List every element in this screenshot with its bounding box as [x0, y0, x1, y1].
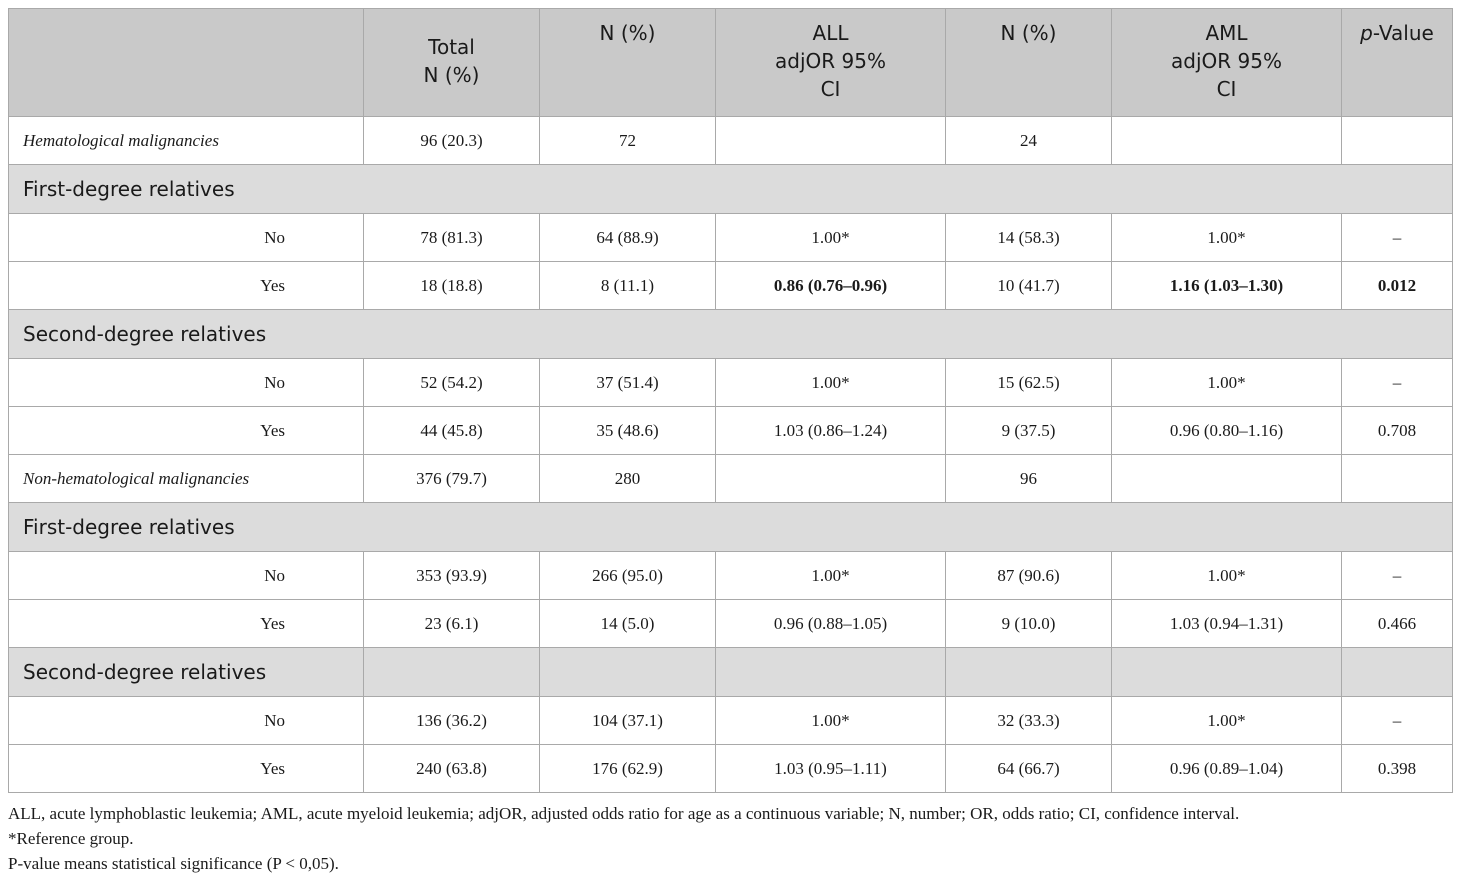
cell-aml: 1.03 (0.94–1.31) — [1112, 600, 1342, 648]
section-blank-cell — [364, 165, 540, 214]
cell-all — [716, 117, 946, 165]
cell-n1: 104 (37.1) — [540, 697, 716, 745]
section-blank-cell — [716, 648, 946, 697]
cell-total: 78 (81.3) — [364, 214, 540, 262]
footnote-abbreviations: ALL, acute lymphoblastic leukemia; AML, acute myeloid leukemia; adjOR, adjusted odds ratio for age as a continuous variable; N, number; OR, odds ratio; CI, confidence interval. — [8, 804, 1240, 823]
cell-aml — [1112, 455, 1342, 503]
footnote-reference: *Reference group. — [8, 829, 134, 848]
cell-n2: 10 (41.7) — [946, 262, 1112, 310]
section-blank-cell — [1112, 503, 1342, 552]
cell-n1: 14 (5.0) — [540, 600, 716, 648]
section-blank-cell — [946, 165, 1112, 214]
cell-total: 96 (20.3) — [364, 117, 540, 165]
section-row — [9, 310, 1453, 359]
row-label: No — [9, 359, 364, 407]
section-row — [9, 648, 1453, 697]
header-all-line2: adjOR 95% — [775, 49, 886, 73]
cell-p: – — [1342, 359, 1453, 407]
cell-p: – — [1342, 697, 1453, 745]
cell-aml: 1.00* — [1112, 214, 1342, 262]
cell-n2: 14 (58.3) — [946, 214, 1112, 262]
cell-aml — [1112, 117, 1342, 165]
row-label: No — [9, 552, 364, 600]
section-blank-cell — [946, 310, 1112, 359]
cell-p: – — [1342, 552, 1453, 600]
cell-n1: 176 (62.9) — [540, 745, 716, 793]
header-pvalue-suffix: -Value — [1372, 21, 1434, 45]
section-blank-cell — [540, 648, 716, 697]
cell-p — [1342, 455, 1453, 503]
footnote-pvalue: P-value means statistical significance (P < 0,05). — [8, 854, 339, 873]
table-row — [9, 214, 1453, 262]
section-blank-cell — [1112, 648, 1342, 697]
table-row — [9, 600, 1453, 648]
cell-all: 1.00* — [716, 214, 946, 262]
section-blank-cell — [1342, 648, 1453, 697]
cell-n2: 9 (37.5) — [946, 407, 1112, 455]
cell-n1: 64 (88.9) — [540, 214, 716, 262]
cell-n1: 35 (48.6) — [540, 407, 716, 455]
header-total-line1: Total — [428, 35, 475, 59]
table-row — [9, 552, 1453, 600]
cell-total: 353 (93.9) — [364, 552, 540, 600]
section-blank-cell — [1112, 165, 1342, 214]
section-blank-cell — [364, 648, 540, 697]
cell-aml: 1.16 (1.03–1.30) — [1112, 262, 1342, 310]
section-blank-cell — [716, 503, 946, 552]
header-aml-line3: CI — [1216, 77, 1237, 101]
cell-total: 18 (18.8) — [364, 262, 540, 310]
header-pvalue-p: p — [1360, 21, 1373, 45]
group-row — [9, 455, 1453, 503]
cell-p: 0.708 — [1342, 407, 1453, 455]
section-blank-cell — [1112, 310, 1342, 359]
cell-all — [716, 455, 946, 503]
section-label: Second-degree relatives — [9, 648, 364, 697]
section-blank-cell — [716, 310, 946, 359]
row-label: Yes — [9, 262, 364, 310]
group-label: Non-hematological malignancies — [9, 455, 364, 503]
cell-all: 0.86 (0.76–0.96) — [716, 262, 946, 310]
row-label: Yes — [9, 600, 364, 648]
cell-n2: 64 (66.7) — [946, 745, 1112, 793]
table-row — [9, 745, 1453, 793]
cell-n2: 32 (33.3) — [946, 697, 1112, 745]
cell-all: 1.00* — [716, 359, 946, 407]
row-label: Yes — [9, 745, 364, 793]
group-label: Hematological malignancies — [9, 117, 364, 165]
header-all-line1: ALL — [812, 21, 849, 45]
section-blank-cell — [364, 503, 540, 552]
cell-n1: 72 — [540, 117, 716, 165]
cell-aml: 1.00* — [1112, 697, 1342, 745]
header-total — [364, 9, 540, 117]
cell-n2: 96 — [946, 455, 1112, 503]
header-pvalue — [1342, 9, 1453, 117]
table-row — [9, 407, 1453, 455]
header-row — [9, 9, 1453, 117]
header-all — [716, 9, 946, 117]
cell-p: 0.398 — [1342, 745, 1453, 793]
group-row — [9, 117, 1453, 165]
section-blank-cell — [364, 310, 540, 359]
section-row — [9, 503, 1453, 552]
table-body — [9, 117, 1453, 793]
cell-n1: 37 (51.4) — [540, 359, 716, 407]
cell-n1: 266 (95.0) — [540, 552, 716, 600]
section-blank-cell — [716, 165, 946, 214]
cell-n1: 8 (11.1) — [540, 262, 716, 310]
header-aml-line1: AML — [1205, 21, 1248, 45]
section-blank-cell — [1342, 503, 1453, 552]
section-blank-cell — [540, 310, 716, 359]
section-blank-cell — [540, 503, 716, 552]
header-n-all: N (%) — [540, 9, 716, 117]
row-label: No — [9, 214, 364, 262]
cell-all: 1.03 (0.86–1.24) — [716, 407, 946, 455]
cell-p: 0.012 — [1342, 262, 1453, 310]
cell-total: 52 (54.2) — [364, 359, 540, 407]
section-blank-cell — [1342, 165, 1453, 214]
table-footnotes — [8, 801, 1452, 876]
cell-n2: 87 (90.6) — [946, 552, 1112, 600]
cell-aml: 1.00* — [1112, 552, 1342, 600]
section-blank-cell — [1342, 310, 1453, 359]
cell-all: 0.96 (0.88–1.05) — [716, 600, 946, 648]
cell-p: 0.466 — [1342, 600, 1453, 648]
section-blank-cell — [946, 503, 1112, 552]
section-blank-cell — [540, 165, 716, 214]
row-label: No — [9, 697, 364, 745]
cell-p — [1342, 117, 1453, 165]
cell-p: – — [1342, 214, 1453, 262]
header-aml — [1112, 9, 1342, 117]
row-label: Yes — [9, 407, 364, 455]
table-row — [9, 697, 1453, 745]
header-total-line2: N (%) — [423, 63, 480, 87]
section-row — [9, 165, 1453, 214]
cell-total: 23 (6.1) — [364, 600, 540, 648]
header-empty — [9, 9, 364, 117]
table-container — [8, 8, 1452, 876]
table-row — [9, 262, 1453, 310]
cell-all: 1.00* — [716, 697, 946, 745]
results-table — [8, 8, 1453, 793]
cell-aml: 0.96 (0.89–1.04) — [1112, 745, 1342, 793]
cell-total: 240 (63.8) — [364, 745, 540, 793]
header-aml-line2: adjOR 95% — [1171, 49, 1282, 73]
table-row — [9, 359, 1453, 407]
cell-aml: 1.00* — [1112, 359, 1342, 407]
cell-all: 1.03 (0.95–1.11) — [716, 745, 946, 793]
cell-n2: 15 (62.5) — [946, 359, 1112, 407]
section-label: First-degree relatives — [9, 165, 364, 214]
cell-total: 44 (45.8) — [364, 407, 540, 455]
cell-n2: 24 — [946, 117, 1112, 165]
header-n-aml: N (%) — [946, 9, 1112, 117]
section-blank-cell — [946, 648, 1112, 697]
cell-aml: 0.96 (0.80–1.16) — [1112, 407, 1342, 455]
cell-n2: 9 (10.0) — [946, 600, 1112, 648]
cell-total: 136 (36.2) — [364, 697, 540, 745]
section-label: First-degree relatives — [9, 503, 364, 552]
cell-n1: 280 — [540, 455, 716, 503]
cell-total: 376 (79.7) — [364, 455, 540, 503]
cell-all: 1.00* — [716, 552, 946, 600]
header-all-line3: CI — [820, 77, 841, 101]
section-label: Second-degree relatives — [9, 310, 364, 359]
